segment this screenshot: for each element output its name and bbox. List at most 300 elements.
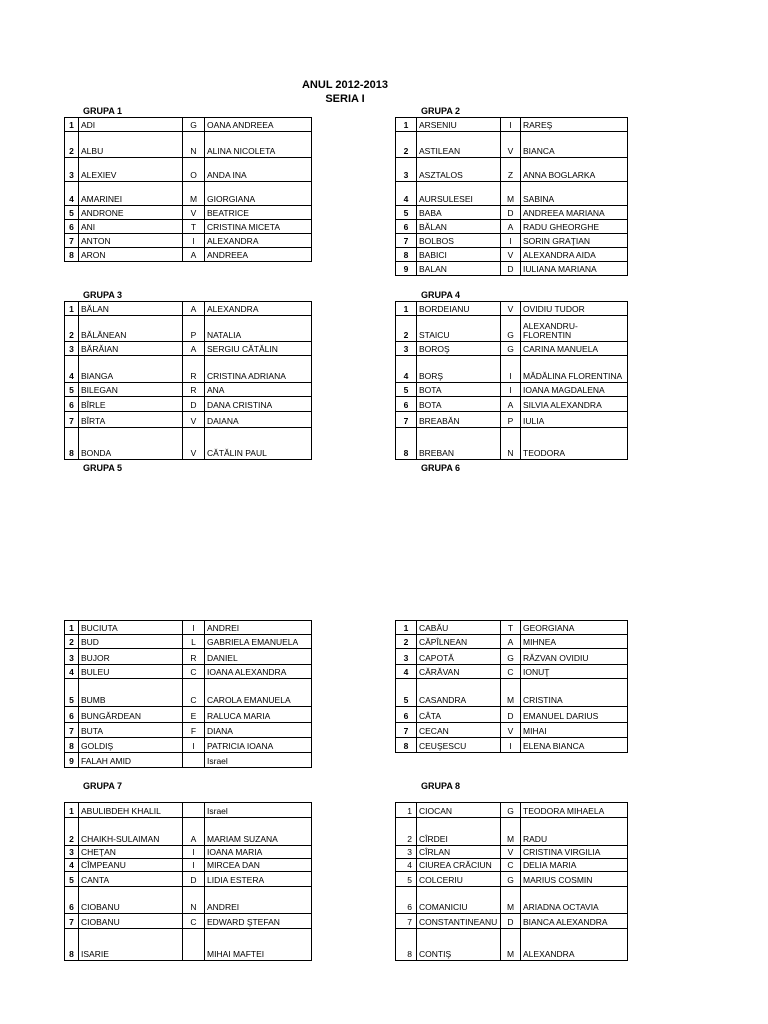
- table-row: [396, 302, 628, 316]
- father-initial: M: [501, 929, 521, 961]
- group-label-5: GRUPA 5: [83, 463, 123, 473]
- father-initial: P: [183, 316, 205, 342]
- row-number: 8: [396, 248, 417, 262]
- father-initial: L: [183, 635, 205, 649]
- surname: CIOCAN: [417, 803, 501, 818]
- row-number: 4: [65, 665, 79, 679]
- father-initial: R: [183, 356, 205, 383]
- first-name: CARINA MANUELA: [521, 342, 628, 356]
- group-label-3: GRUPA 3: [83, 290, 123, 300]
- surname: CANTA: [79, 872, 183, 887]
- group-label-8: GRUPA 8: [421, 781, 461, 791]
- surname: CONSTANTINEANU: [417, 914, 501, 929]
- table-row: [396, 723, 628, 738]
- first-name: RADU: [521, 818, 628, 846]
- table-row: [65, 132, 312, 158]
- surname: BÎRLE: [79, 397, 183, 412]
- first-name: BIANCA: [521, 132, 628, 158]
- father-initial: N: [501, 428, 521, 460]
- group-label-6: GRUPA 6: [421, 463, 461, 473]
- table-row: [396, 649, 628, 665]
- table-row: [65, 738, 312, 753]
- group-table-3: [64, 301, 312, 460]
- row-number: 1: [396, 621, 417, 635]
- father-initial: R: [183, 649, 205, 665]
- surname: AMARINEI: [79, 182, 183, 206]
- father-initial: V: [501, 132, 521, 158]
- table-row: [65, 872, 312, 887]
- father-initial: D: [501, 914, 521, 929]
- row-number: 2: [396, 316, 417, 342]
- father-initial: V: [183, 206, 205, 220]
- table-row: [65, 342, 312, 356]
- father-initial: D: [183, 872, 205, 887]
- table-row: [65, 846, 312, 859]
- surname: BUJOR: [79, 649, 183, 665]
- surname: GOLDIŞ: [79, 738, 183, 753]
- father-initial: A: [501, 397, 521, 412]
- row-number: 1: [65, 803, 79, 818]
- father-initial: [183, 753, 205, 768]
- father-initial: M: [501, 182, 521, 206]
- first-name: EDWARD ŞTEFAN: [205, 914, 312, 929]
- father-initial: M: [501, 818, 521, 846]
- table-row: [65, 248, 312, 262]
- table-row: [396, 158, 628, 182]
- group-table-8: [395, 802, 628, 961]
- first-name: ARIADNA OCTAVIA: [521, 887, 628, 914]
- row-number: 8: [396, 428, 417, 460]
- document-subtitle: SERIA I: [325, 93, 365, 105]
- first-name: NATALIA: [205, 316, 312, 342]
- first-name: ELENA BIANCA: [521, 738, 628, 753]
- first-name: ANDREEA: [205, 248, 312, 262]
- father-initial: I: [501, 356, 521, 383]
- row-number: 3: [65, 846, 79, 859]
- row-number: 6: [65, 397, 79, 412]
- father-initial: V: [501, 302, 521, 316]
- row-number: 8: [65, 248, 79, 262]
- father-initial: C: [501, 665, 521, 679]
- surname: CIUREA CRĂCIUN: [417, 859, 501, 872]
- row-number: 8: [65, 738, 79, 753]
- table-row: [65, 412, 312, 428]
- document-title: ANUL 2012-2013: [301, 79, 388, 91]
- father-initial: G: [501, 649, 521, 665]
- row-number: 4: [396, 665, 417, 679]
- surname: BĂLAN: [79, 302, 183, 316]
- table-row: [65, 859, 312, 872]
- row-number: 3: [65, 342, 79, 356]
- row-number: 5: [65, 872, 79, 887]
- table-row: [65, 679, 312, 707]
- table-row: [65, 356, 312, 383]
- father-initial: I: [183, 234, 205, 248]
- father-initial: G: [501, 316, 521, 342]
- surname: BUMB: [79, 679, 183, 707]
- group-label-1: GRUPA 1: [83, 106, 123, 116]
- table-row: [65, 621, 312, 635]
- father-initial: M: [501, 887, 521, 914]
- surname: ALBU: [79, 132, 183, 158]
- table-row: [396, 248, 628, 262]
- table-row: [65, 818, 312, 846]
- first-name: ALEXANDRU-FLORENTIN: [521, 316, 628, 342]
- table-row: [65, 665, 312, 679]
- first-name: EMANUEL DARIUS: [521, 707, 628, 723]
- first-name: IOANA MAGDALENA: [521, 383, 628, 397]
- row-number: 8: [396, 929, 417, 961]
- surname: BĂRĂIAN: [79, 342, 183, 356]
- first-name: SABINA: [521, 182, 628, 206]
- row-number: 5: [396, 679, 417, 707]
- first-name: CĂTĂLIN PAUL: [205, 428, 312, 460]
- table-row: [396, 914, 628, 929]
- first-name: LIDIA ESTERA: [205, 872, 312, 887]
- table-row: [65, 234, 312, 248]
- surname: CĂRĂVAN: [417, 665, 501, 679]
- father-initial: R: [183, 383, 205, 397]
- row-number: 3: [65, 158, 79, 182]
- row-number: 6: [396, 707, 417, 723]
- table-row: [65, 182, 312, 206]
- group-table-1: [64, 117, 312, 262]
- first-name: IULIA: [521, 412, 628, 428]
- first-name: RĂZVAN OVIDIU: [521, 649, 628, 665]
- table-row: [65, 635, 312, 649]
- row-number: 2: [396, 818, 417, 846]
- surname: CÎRDEI: [417, 818, 501, 846]
- table-row: [65, 316, 312, 342]
- surname: BUTA: [79, 723, 183, 738]
- row-number: 4: [65, 859, 79, 872]
- surname: BÎRTA: [79, 412, 183, 428]
- row-number: 8: [396, 738, 417, 753]
- surname: BABICI: [417, 248, 501, 262]
- first-name: Israel: [205, 803, 312, 818]
- row-number: 1: [65, 621, 79, 635]
- first-name: ALEXANDRA: [521, 929, 628, 961]
- surname: STAICU: [417, 316, 501, 342]
- group-label-2: GRUPA 2: [421, 106, 461, 116]
- first-name: IONUŢ: [521, 665, 628, 679]
- surname: ANDRONE: [79, 206, 183, 220]
- surname: CÎRLAN: [417, 846, 501, 859]
- row-number: 5: [396, 383, 417, 397]
- first-name: IOANA MARIA: [205, 846, 312, 859]
- table-row: [396, 262, 628, 276]
- first-name: ALINA NICOLETA: [205, 132, 312, 158]
- surname: BABA: [417, 206, 501, 220]
- table-row: [396, 846, 628, 859]
- table-row: [65, 118, 312, 132]
- row-number: 4: [396, 182, 417, 206]
- surname: AURSULESEI: [417, 182, 501, 206]
- row-number: 7: [396, 234, 417, 248]
- first-name: CRISTINA VIRGILIA: [521, 846, 628, 859]
- table-row: [396, 383, 628, 397]
- first-name: CRISTINA MICETA: [205, 220, 312, 234]
- first-name: MIHAI: [521, 723, 628, 738]
- father-initial: E: [183, 707, 205, 723]
- table-row: [65, 914, 312, 929]
- surname: CECAN: [417, 723, 501, 738]
- table-row: [65, 803, 312, 818]
- first-name: SORIN GRAŢIAN: [521, 234, 628, 248]
- first-name: MARIAM SUZANA: [205, 818, 312, 846]
- table-row: [65, 929, 312, 961]
- surname: BREBAN: [417, 428, 501, 460]
- table-row: [396, 397, 628, 412]
- father-initial: M: [183, 182, 205, 206]
- father-initial: G: [501, 803, 521, 818]
- first-name: IOANA ALEXANDRA: [205, 665, 312, 679]
- first-name: SILVIA ALEXANDRA: [521, 397, 628, 412]
- row-number: 2: [396, 132, 417, 158]
- surname: ALEXIEV: [79, 158, 183, 182]
- table-row: [396, 206, 628, 220]
- surname: CAPOTĂ: [417, 649, 501, 665]
- first-name: PATRICIA IOANA: [205, 738, 312, 753]
- father-initial: O: [183, 158, 205, 182]
- first-name: RADU GHEORGHE: [521, 220, 628, 234]
- father-initial: I: [501, 234, 521, 248]
- first-name: TEODORA: [521, 428, 628, 460]
- father-initial: C: [183, 665, 205, 679]
- first-name: MARIUS COSMIN: [521, 872, 628, 887]
- row-number: 6: [65, 220, 79, 234]
- surname: CABĂU: [417, 621, 501, 635]
- table-row: [65, 649, 312, 665]
- table-row: [65, 707, 312, 723]
- row-number: 4: [396, 356, 417, 383]
- row-number: 1: [65, 302, 79, 316]
- first-name: TEODORA MIHAELA: [521, 803, 628, 818]
- table-row: [65, 220, 312, 234]
- row-number: 2: [396, 635, 417, 649]
- table-row: [396, 428, 628, 460]
- row-number: 6: [396, 887, 417, 914]
- surname: BILEGAN: [79, 383, 183, 397]
- group-label-4: GRUPA 4: [421, 290, 461, 300]
- row-number: 2: [65, 132, 79, 158]
- father-initial: A: [183, 342, 205, 356]
- surname: BOTA: [417, 383, 501, 397]
- surname: CÂTA: [417, 707, 501, 723]
- row-number: 5: [65, 679, 79, 707]
- first-name: GEORGIANA: [521, 621, 628, 635]
- first-name: MIHAI MAFTEI: [205, 929, 312, 961]
- row-number: 6: [65, 707, 79, 723]
- father-initial: C: [501, 859, 521, 872]
- first-name: ANDREEA MARIANA: [521, 206, 628, 220]
- table-row: [396, 929, 628, 961]
- table-row: [396, 679, 628, 707]
- table-row: [65, 206, 312, 220]
- row-number: 7: [396, 723, 417, 738]
- surname: ANI: [79, 220, 183, 234]
- first-name: ANDREI: [205, 621, 312, 635]
- surname: ARSENIU: [417, 118, 501, 132]
- father-initial: A: [501, 220, 521, 234]
- table-row: [396, 621, 628, 635]
- row-number: 5: [396, 206, 417, 220]
- first-name: MĂDĂLINA FLORENTINA: [521, 356, 628, 383]
- father-initial: I: [183, 621, 205, 635]
- father-initial: I: [501, 118, 521, 132]
- surname: CIOBANU: [79, 914, 183, 929]
- surname: CĂPÎLNEAN: [417, 635, 501, 649]
- row-number: 3: [65, 649, 79, 665]
- row-number: 3: [396, 649, 417, 665]
- row-number: 2: [65, 316, 79, 342]
- father-initial: D: [183, 397, 205, 412]
- father-initial: F: [183, 723, 205, 738]
- table-row: [65, 723, 312, 738]
- table-row: [396, 738, 628, 753]
- table-row: [396, 342, 628, 356]
- row-number: 3: [396, 342, 417, 356]
- group-label-7: GRUPA 7: [83, 781, 123, 791]
- table-row: [396, 356, 628, 383]
- row-number: 6: [396, 397, 417, 412]
- first-name: ALEXANDRA: [205, 234, 312, 248]
- father-initial: V: [183, 412, 205, 428]
- row-number: 8: [65, 929, 79, 961]
- father-initial: V: [501, 846, 521, 859]
- father-initial: [183, 803, 205, 818]
- father-initial: Z: [501, 158, 521, 182]
- father-initial: N: [183, 132, 205, 158]
- father-initial: V: [501, 723, 521, 738]
- father-initial: V: [501, 248, 521, 262]
- first-name: CRISTINA ADRIANA: [205, 356, 312, 383]
- table-row: [396, 132, 628, 158]
- row-number: 1: [396, 302, 417, 316]
- first-name: DANA CRISTINA: [205, 397, 312, 412]
- father-initial: A: [501, 635, 521, 649]
- row-number: 9: [65, 753, 79, 768]
- father-initial: A: [183, 818, 205, 846]
- first-name: MIRCEA DAN: [205, 859, 312, 872]
- table-row: [396, 859, 628, 872]
- father-initial: A: [183, 302, 205, 316]
- row-number: 5: [65, 206, 79, 220]
- surname: BOTA: [417, 397, 501, 412]
- first-name: MIHNEA: [521, 635, 628, 649]
- table-row: [65, 383, 312, 397]
- first-name: ANDA INA: [205, 158, 312, 182]
- surname: BIANGA: [79, 356, 183, 383]
- table-row: [396, 412, 628, 428]
- father-initial: D: [501, 262, 521, 276]
- table-row: [396, 118, 628, 132]
- first-name: DELIA MARIA: [521, 859, 628, 872]
- table-row: [396, 220, 628, 234]
- first-name: ANNA BOGLARKA: [521, 158, 628, 182]
- father-initial: M: [501, 679, 521, 707]
- first-name: IULIANA MARIANA: [521, 262, 628, 276]
- table-row: [65, 887, 312, 914]
- first-name: Israel: [205, 753, 312, 768]
- row-number: 4: [396, 859, 417, 872]
- row-number: 8: [65, 428, 79, 460]
- first-name: GIORGIANA: [205, 182, 312, 206]
- table-row: [65, 428, 312, 460]
- surname: COLCERIU: [417, 872, 501, 887]
- first-name: GABRIELA EMANUELA: [205, 635, 312, 649]
- row-number: 3: [396, 158, 417, 182]
- surname: BORDEIANU: [417, 302, 501, 316]
- row-number: 7: [396, 914, 417, 929]
- father-initial: C: [183, 679, 205, 707]
- table-row: [65, 753, 312, 768]
- surname: CÎMPEANU: [79, 859, 183, 872]
- surname: FALAH AMID: [79, 753, 183, 768]
- surname: CASANDRA: [417, 679, 501, 707]
- surname: BONDA: [79, 428, 183, 460]
- father-initial: G: [501, 872, 521, 887]
- surname: BĂLĂNEAN: [79, 316, 183, 342]
- father-initial: [183, 929, 205, 961]
- row-number: 7: [65, 234, 79, 248]
- surname: ISARIE: [79, 929, 183, 961]
- father-initial: I: [501, 738, 521, 753]
- father-initial: P: [501, 412, 521, 428]
- surname: BREABĂN: [417, 412, 501, 428]
- row-number: 6: [65, 887, 79, 914]
- surname: BUNGĂRDEAN: [79, 707, 183, 723]
- father-initial: A: [183, 248, 205, 262]
- first-name: CRISTINA: [521, 679, 628, 707]
- group-table-4: [395, 301, 628, 460]
- father-initial: G: [501, 342, 521, 356]
- row-number: 2: [65, 818, 79, 846]
- row-number: 4: [65, 356, 79, 383]
- first-name: RAREŞ: [521, 118, 628, 132]
- row-number: 1: [396, 803, 417, 818]
- surname: ASTILEAN: [417, 132, 501, 158]
- surname: ANTON: [79, 234, 183, 248]
- table-row: [396, 665, 628, 679]
- first-name: BEATRICE: [205, 206, 312, 220]
- father-initial: I: [183, 846, 205, 859]
- group-table-6: [395, 620, 628, 753]
- father-initial: I: [501, 383, 521, 397]
- father-initial: G: [183, 118, 205, 132]
- father-initial: I: [183, 859, 205, 872]
- table-row: [396, 872, 628, 887]
- surname: CHEŢAN: [79, 846, 183, 859]
- table-row: [396, 182, 628, 206]
- father-initial: D: [501, 707, 521, 723]
- first-name: ANDREI: [205, 887, 312, 914]
- surname: CEUŞESCU: [417, 738, 501, 753]
- father-initial: V: [183, 428, 205, 460]
- group-table-2: [395, 117, 628, 276]
- surname: ARON: [79, 248, 183, 262]
- row-number: 9: [396, 262, 417, 276]
- row-number: 7: [65, 723, 79, 738]
- table-row: [396, 707, 628, 723]
- row-number: 5: [65, 383, 79, 397]
- row-number: 3: [396, 846, 417, 859]
- father-initial: T: [183, 220, 205, 234]
- father-initial: I: [183, 738, 205, 753]
- table-row: [65, 397, 312, 412]
- first-name: CAROLA EMANUELA: [205, 679, 312, 707]
- table-row: [65, 302, 312, 316]
